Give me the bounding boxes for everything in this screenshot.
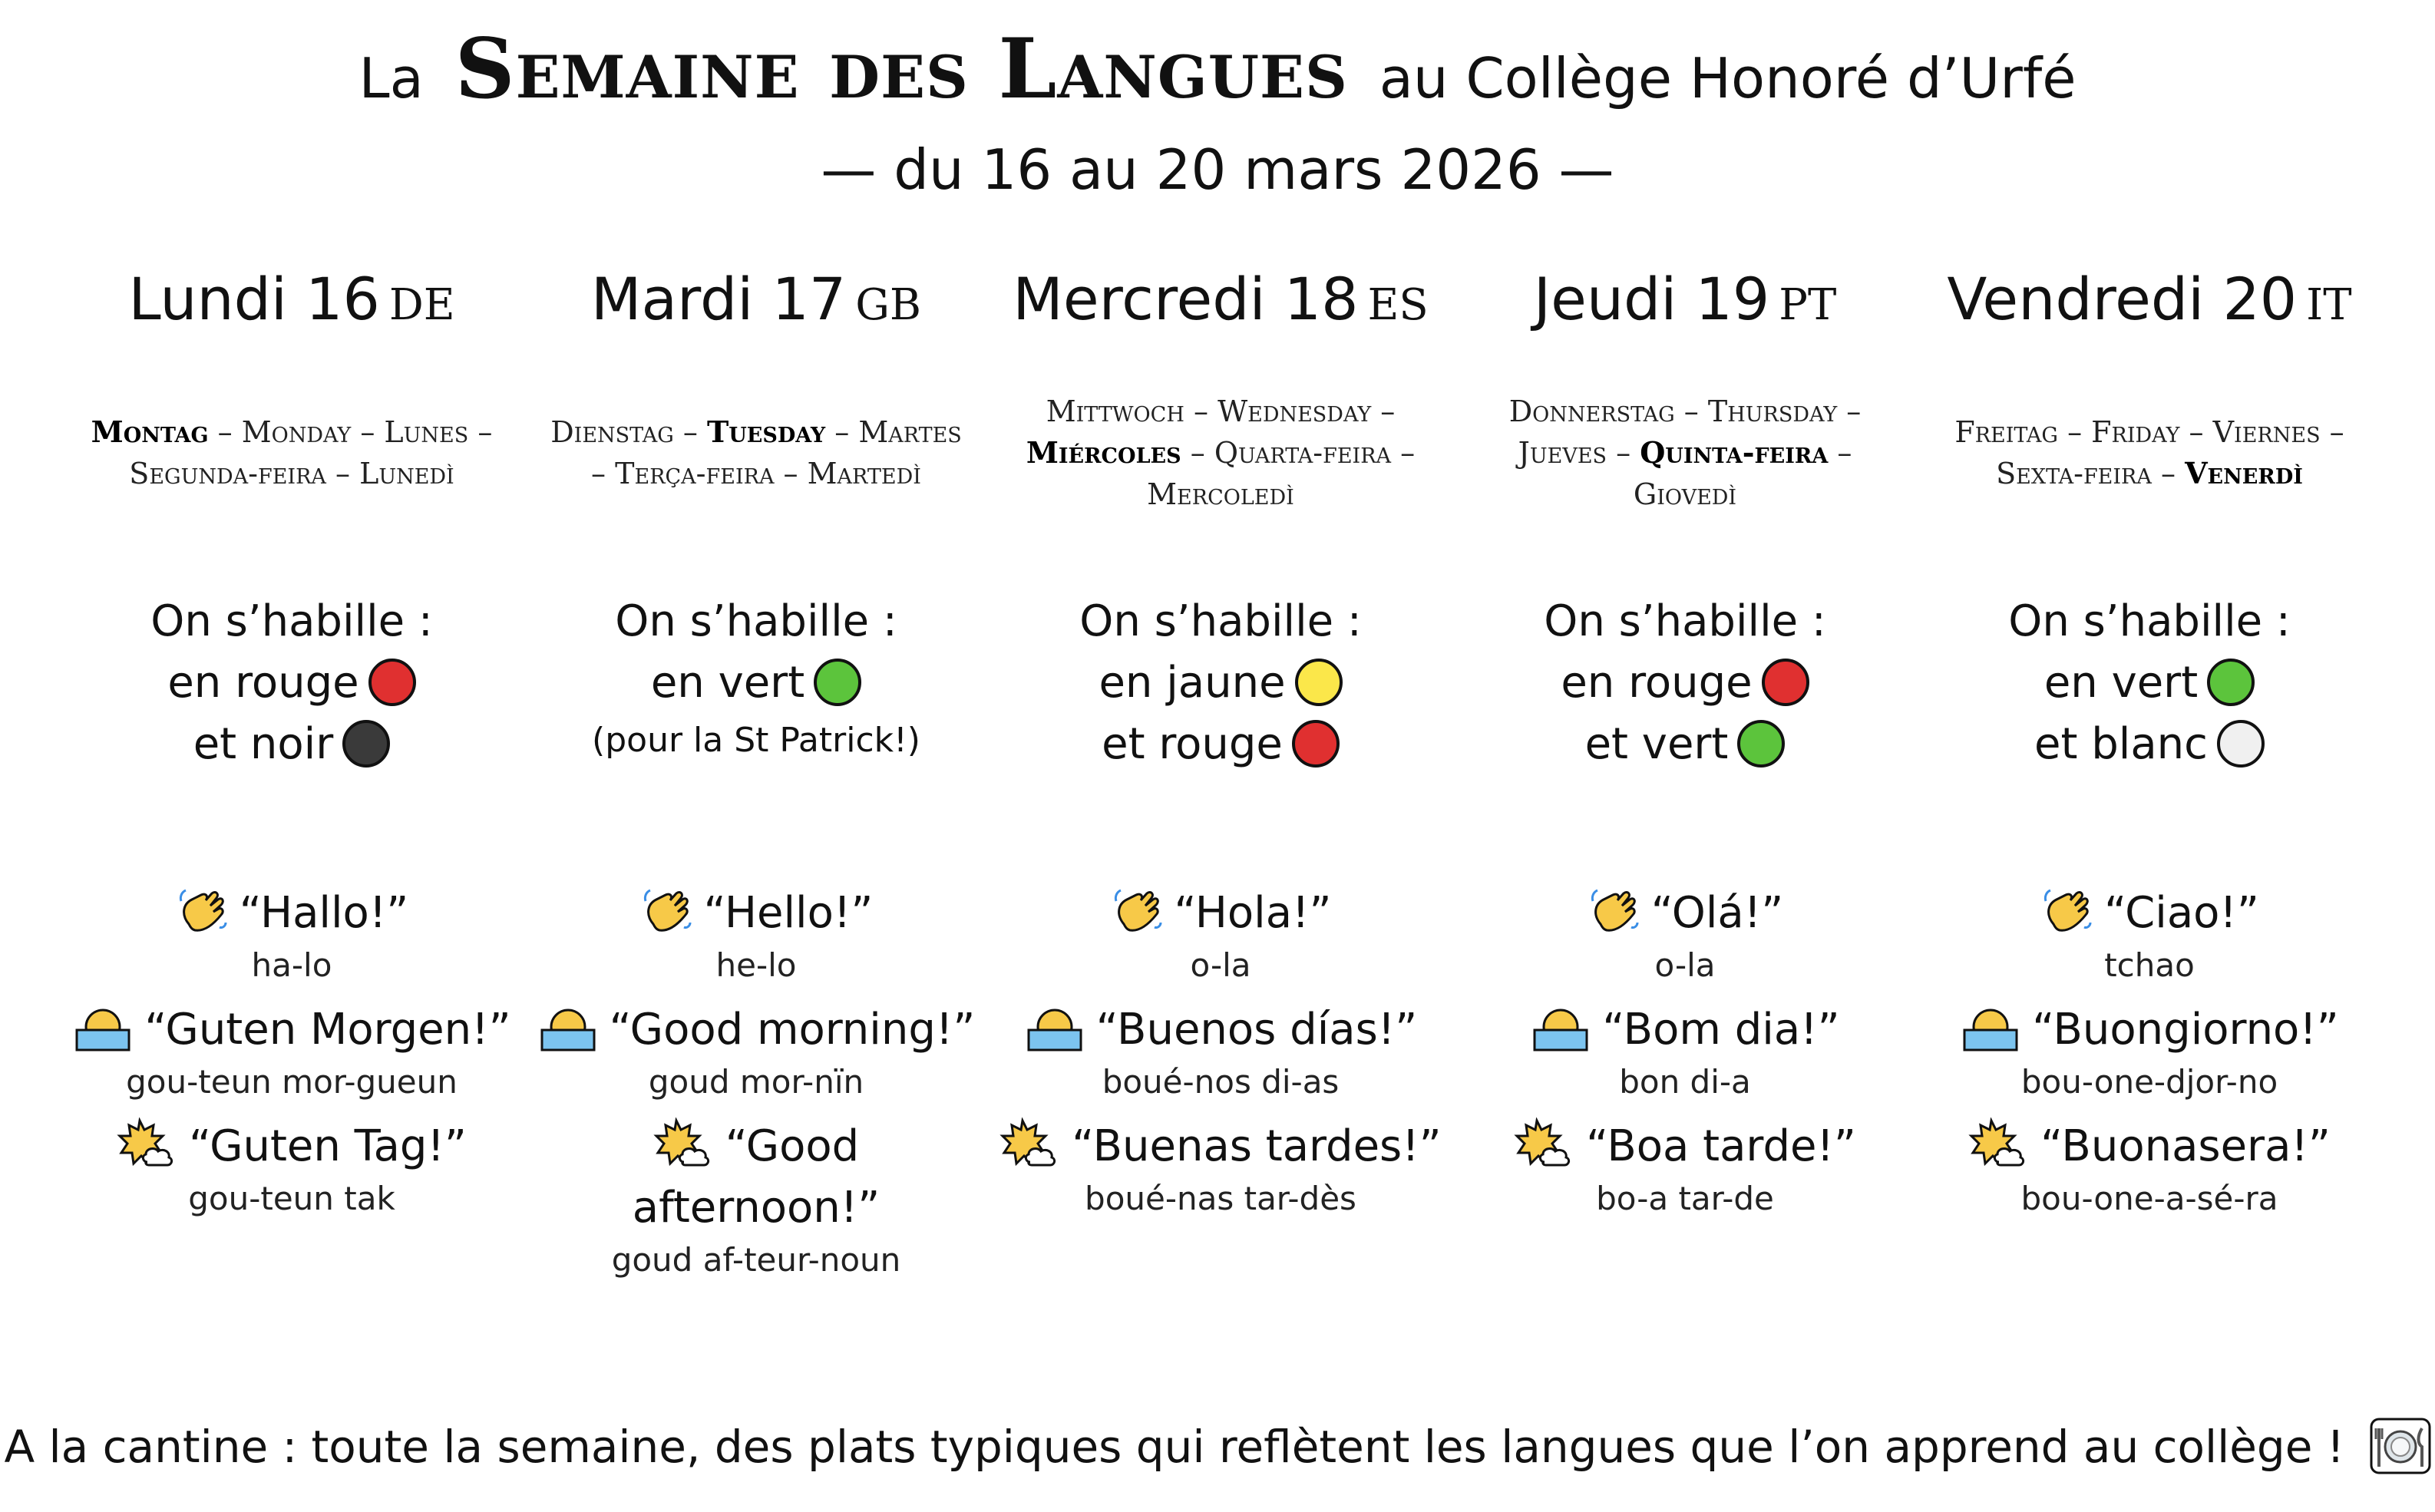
day-name-part: – [2151,457,2186,490]
sun-cloud-icon [999,1117,1061,1171]
dress-label: On s’habille : [615,596,897,646]
day-names [77,411,507,494]
greeting-pronunciation: bou-one-djor-no [2020,1063,2278,1101]
dress-color-label: en jaune [1099,658,1286,708]
sunrise-icon [1530,1001,1591,1055]
color-dot-icon [368,659,416,706]
day-names-box [526,345,986,560]
greeting-phrase: “Hola!” [1174,888,1332,938]
day-name-part: – [325,457,360,490]
sunrise-icon [537,1001,599,1055]
day-name-part: – [2179,415,2213,449]
day-name-part: Mercoledì [1147,477,1294,511]
dress-code [1455,591,1915,775]
greeting-item [526,1116,986,1282]
day-name-highlight: Montag [91,414,209,449]
language-code: GB [855,280,922,330]
greeting-phrase: “Bom dia!” [1602,1005,1840,1055]
greeting-phrase-row [526,999,986,1061]
greeting-item [1455,883,1915,987]
greeting-pronunciation: ha-lo [251,946,332,984]
day-name-part: Dienstag [550,415,674,449]
day-date: Jeudi 19 [1533,265,1770,333]
day-name-part: – [673,415,707,449]
greeting-pronunciation: goud mor-nïn [648,1063,864,1101]
greeting-phrase: “Good afternoon!” [632,1121,880,1233]
dress-color-row [1455,652,1915,714]
greeting-item [1455,1116,1915,1220]
greetings-list [1919,883,2380,1233]
day-column [61,261,522,1217]
day-column [990,261,1451,1217]
day-name-part: – [1674,395,1708,428]
greeting-pronunciation: bon di-a [1619,1063,1751,1101]
dress-label: On s’habille : [1544,596,1826,646]
greeting-item [526,999,986,1104]
greetings-list [1455,883,1915,1233]
day-names-box [990,345,1451,560]
day-name-part: Giovedì [1633,477,1737,511]
day-name-part: – [208,415,242,449]
dress-color-row [990,714,1451,775]
day-name-part: – [1607,436,1640,470]
greeting-phrase-row [990,1116,1451,1177]
dress-color-row [61,714,522,775]
dress-color-row [1919,652,2380,714]
color-dot-icon [1762,659,1809,706]
day-name-highlight: Venerdì [2185,456,2303,490]
waving-hand-icon [1110,884,1164,938]
day-names [1934,411,2364,494]
day-name-highlight: Miércoles [1026,435,1181,470]
day-title [1455,261,1915,338]
day-names-box [1455,345,1915,560]
greeting-item [1919,999,2380,1104]
greeting-item [1455,999,1915,1104]
greeting-item [990,1116,1451,1220]
greeting-pronunciation: o-la [1190,946,1251,984]
dress-code [990,591,1451,775]
color-dot-icon [2217,720,2265,768]
day-column [1455,261,1915,1217]
greeting-phrase: “Hallo!” [239,888,409,938]
dress-color-label: en vert [650,658,805,708]
day-name-part: Martedì [807,457,921,490]
greeting-phrase-row [1455,999,1915,1061]
title-suffix: au Collège Honoré d’Urfé [1379,46,2077,111]
greetings-list [526,883,986,1294]
greeting-phrase-row [1455,883,1915,944]
greeting-phrase: “Guten Morgen!” [144,1005,511,1055]
day-name-part: – [2058,415,2092,449]
day-column [526,261,986,1279]
sun-cloud-icon [1968,1117,2030,1171]
greeting-phrase: “Buonasera!” [2040,1121,2331,1171]
day-name-part: Wednesday [1218,395,1372,428]
day-column [1919,261,2380,1217]
greeting-phrase-row [526,1116,986,1239]
day-name-part: Monday [241,415,352,449]
dress-label: On s’habille : [150,596,433,646]
day-name-part: – [1828,436,1852,470]
greeting-pronunciation: bo-a tar-de [1596,1180,1774,1217]
day-name-part: – [774,457,808,490]
day-title [990,261,1451,338]
color-dot-icon [1295,659,1343,706]
day-title [61,261,522,338]
greeting-pronunciation: goud af-teur-noun [611,1241,901,1279]
day-date: Lundi 16 [128,265,380,333]
language-code: PT [1779,280,1837,330]
day-name-part: – [1184,395,1218,428]
day-name-part: – [591,457,616,490]
title-main: Semaine des Langues [454,21,1348,117]
greeting-phrase: “Hello!” [703,888,874,938]
dress-label: On s’habille : [2008,596,2291,646]
day-name-highlight: Tuesday [706,414,826,449]
day-name-part: Mittwoch [1046,395,1184,428]
dress-code [61,591,522,775]
dress-color-label: et vert [1584,719,1729,769]
sun-cloud-icon [117,1117,178,1171]
greeting-item [1919,1116,2380,1220]
greeting-item [1919,883,2380,987]
dress-code [526,591,986,768]
day-name-part: Friday [2091,415,2180,449]
dress-code [1919,591,2380,775]
day-name-part: Martes [858,415,962,449]
day-date: Mercredi 18 [1013,265,1359,333]
dress-label: On s’habille : [1079,596,1362,646]
greeting-phrase: “Buongiorno!” [2032,1005,2339,1055]
dress-color-row [526,652,986,714]
sun-cloud-icon [1514,1117,1575,1171]
day-name-part: Terça-feira [615,457,775,490]
waving-hand-icon [175,884,229,938]
greeting-pronunciation: boué-nos di-as [1102,1063,1340,1101]
day-names [1470,391,1900,515]
day-name-part: – [825,415,859,449]
greeting-pronunciation: gou-teun tak [188,1180,395,1217]
sun-cloud-icon [653,1117,715,1171]
greeting-phrase-row [1919,883,2380,944]
greeting-item [990,999,1451,1104]
greeting-phrase: “Buenas tardes!” [1072,1121,1442,1171]
day-names-box [61,345,522,560]
color-dot-icon [1737,720,1785,768]
sunrise-icon [1960,1001,2021,1055]
day-name-part: Lunes [384,415,469,449]
dress-color-label: en vert [2043,658,2199,708]
day-title [1919,261,2380,338]
greeting-phrase: “Good morning!” [609,1005,976,1055]
day-name-part: – [1181,436,1214,470]
greeting-pronunciation: bou-one-a-sé-ra [2020,1180,2278,1217]
day-name-part: Viernes [2212,415,2321,449]
greeting-phrase: “Olá!” [1650,888,1784,938]
greeting-pronunciation: gou-teun mor-gueun [126,1063,458,1101]
day-name-part: – [468,415,493,449]
greeting-item [61,1116,522,1220]
greeting-phrase: “Guten Tag!” [189,1121,467,1171]
color-dot-icon [814,659,861,706]
greeting-phrase-row [1919,999,2380,1061]
greeting-item [61,999,522,1104]
waving-hand-icon [639,884,693,938]
color-dot-icon [1292,720,1340,768]
dress-color-row [1455,714,1915,775]
day-name-part: Quarta-feira [1214,436,1392,470]
waving-hand-icon [2040,884,2093,938]
dress-color-label: et blanc [2034,719,2208,769]
day-name-part: Jueves [1518,436,1607,470]
color-dot-icon [342,720,390,768]
day-name-part: – [1371,395,1396,428]
language-code: ES [1367,280,1429,330]
poster-title [0,23,2435,124]
day-names-box [1919,345,2380,560]
footer-text: A la cantine : toute la semaine, des plats typiques qui reflètent les langues que l’on apprend au collège ! [4,1421,2345,1473]
greeting-phrase-row [990,999,1451,1061]
dress-note: (pour la St Patrick!) [592,721,920,760]
dress-color-label: et rouge [1102,719,1283,769]
language-code: DE [388,280,455,330]
language-code: IT [2306,280,2352,330]
greeting-phrase-row [61,1116,522,1177]
greeting-pronunciation: he-lo [715,946,797,984]
greetings-list [61,883,522,1233]
day-name-part: Lunedì [359,457,454,490]
greeting-phrase-row [526,883,986,944]
day-name-part: Thursday [1707,395,1838,428]
color-dot-icon [2207,659,2255,706]
greeting-phrase-row [61,999,522,1061]
greeting-pronunciation: o-la [1654,946,1716,984]
dress-color-label: en rouge [167,658,359,708]
poster-header [0,23,2435,212]
greeting-phrase-row [1455,1116,1915,1177]
greeting-pronunciation: boué-nas tar-dès [1085,1180,1356,1217]
day-names [541,411,971,494]
dress-color-row [1919,714,2380,775]
dress-color-row [990,652,1451,714]
day-name-part: – [1837,395,1862,428]
day-name-part: – [1391,436,1416,470]
day-name-highlight: Quinta-feira [1640,435,1829,470]
waving-hand-icon [1587,884,1640,938]
greeting-phrase: “Boa tarde!” [1586,1121,1856,1171]
title-prefix: La [358,46,424,111]
greetings-list [990,883,1451,1233]
greeting-phrase: “Buenos días!” [1095,1005,1418,1055]
poster-dates: — du 16 au 20 mars 2026 — [821,137,1614,202]
day-name-part: Sexta-feira [1996,457,2152,490]
greeting-item [526,883,986,987]
plate-icon [2370,1415,2431,1476]
day-name-part: Freitag [1954,415,2058,449]
sunrise-icon [72,1001,134,1055]
greeting-phrase: “Ciao!” [2104,888,2259,938]
sunrise-icon [1024,1001,1085,1055]
dress-color-row [61,652,522,714]
greeting-pronunciation: tchao [2104,946,2195,984]
dress-color-label: et noir [193,719,334,769]
day-name-part: Segunda-feira [129,457,326,490]
cantine-footer [0,1412,2435,1481]
day-date: Mardi 17 [590,265,847,333]
greeting-item [61,883,522,987]
day-name-part: – [2320,415,2344,449]
day-date: Vendredi 20 [1947,265,2298,333]
greeting-phrase-row [1919,1116,2380,1177]
dress-color-label: en rouge [1561,658,1753,708]
greeting-phrase-row [990,883,1451,944]
greeting-phrase-row [61,883,522,944]
greeting-item [990,883,1451,987]
day-names [1006,391,1436,515]
day-name-part: – [351,415,385,449]
day-name-part: Donnerstag [1508,395,1675,428]
day-title [526,261,986,338]
